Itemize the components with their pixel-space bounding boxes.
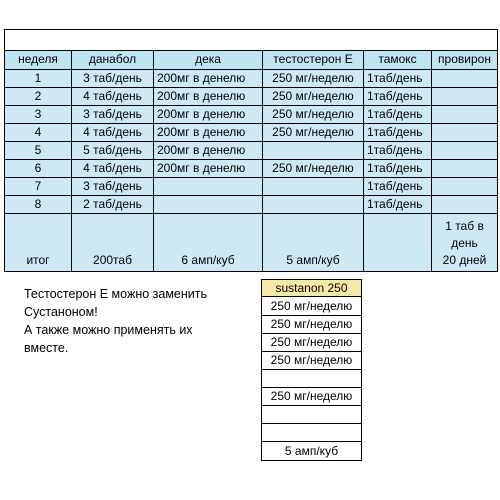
cell-week1-dianabol: 3 таб/день	[72, 70, 153, 87]
total-label: итог	[5, 214, 71, 271]
cell-week3-dianabol: 3 таб/день	[72, 106, 153, 123]
cell-week8-week: 8	[5, 196, 71, 213]
header-week: неделя	[5, 51, 71, 69]
header-tamox: тамокс	[364, 51, 431, 69]
header-testosterone: тестостерон Е	[263, 51, 363, 69]
cell-week6-testosterone: 250 мг/неделю	[263, 160, 363, 177]
grid-line	[153, 50, 154, 271]
total-testosterone: 5 амп/куб	[263, 214, 363, 271]
cell-week2-proviron	[432, 88, 497, 105]
cell-week6-tamox: 1таб/день	[364, 160, 431, 177]
grid-line	[4, 123, 498, 124]
cell-week1-proviron	[432, 70, 497, 87]
grid-line	[4, 177, 498, 178]
cell-week8-proviron	[432, 196, 497, 213]
total-dianabol: 200таб	[72, 214, 153, 271]
sustanon-row: 250 мг/неделю	[262, 388, 361, 406]
cell-week4-testosterone: 250 мг/неделю	[263, 124, 363, 141]
cell-week7-proviron	[432, 178, 497, 195]
grid-line	[4, 105, 498, 106]
cell-week2-testosterone: 250 мг/неделю	[263, 88, 363, 105]
cell-week5-proviron	[432, 142, 497, 159]
sustanon-row: 250 мг/неделю	[262, 334, 361, 352]
header-dianabol: данабол	[72, 51, 153, 69]
grid-line	[262, 50, 263, 271]
grid-line	[4, 195, 498, 196]
note-line-3: А также можно применять их	[24, 323, 193, 337]
sustanon-row: 250 мг/неделю	[262, 352, 361, 370]
note-line-2: Сустаноном!	[24, 305, 98, 319]
grid-line	[363, 50, 364, 271]
cell-week2-tamox: 1таб/день	[364, 88, 431, 105]
sustanon-table	[261, 279, 362, 461]
cell-week7-dianabol: 3 таб/день	[72, 178, 153, 195]
grid-line	[4, 159, 498, 160]
cell-week3-tamox: 1таб/день	[364, 106, 431, 123]
total-proviron	[432, 214, 497, 271]
sustanon-total: 5 амп/куб	[284, 444, 339, 458]
cell-week5-tamox: 1таб/день	[364, 142, 431, 159]
grid-line	[4, 69, 498, 70]
proviron-total-line1: 1 таб в	[445, 219, 484, 233]
note-line-4: вместе.	[24, 341, 69, 355]
cell-week2-week: 2	[5, 88, 71, 105]
note-line-1: Тестостерон Е можно заменить	[24, 287, 207, 301]
cell-week5-testosterone	[263, 142, 363, 159]
cell-week6-proviron	[432, 160, 497, 177]
cell-week8-deca	[154, 196, 262, 213]
sustanon-row: 250 мг/неделю	[262, 298, 361, 316]
total-tamox	[364, 214, 431, 271]
sustanon-row	[262, 406, 361, 424]
header-deca: дека	[154, 51, 262, 69]
cell-week4-deca: 200мг в денелю	[154, 124, 262, 141]
sustanon-row: 250 мг/неделю	[262, 316, 361, 334]
cell-week5-week: 5	[5, 142, 71, 159]
cell-week7-deca	[154, 178, 262, 195]
table-title-band	[5, 30, 497, 51]
sustanon-row	[262, 370, 361, 388]
cell-week1-testosterone: 250 мг/неделю	[263, 70, 363, 87]
sustanon-row	[262, 424, 361, 442]
cell-week3-testosterone: 250 мг/неделю	[263, 106, 363, 123]
grid-line	[4, 213, 498, 214]
cell-week2-deca: 200мг в денелю	[154, 88, 262, 105]
cell-week3-deca: 200мг в денелю	[154, 106, 262, 123]
cell-week3-week: 3	[5, 106, 71, 123]
cell-week3-proviron	[432, 106, 497, 123]
cell-week7-testosterone	[263, 178, 363, 195]
grid-line	[71, 50, 72, 271]
grid-line	[4, 50, 498, 51]
cell-week8-dianabol: 2 таб/день	[72, 196, 153, 213]
grid-line	[4, 87, 498, 88]
cell-week5-dianabol: 5 таб/день	[72, 142, 153, 159]
header-proviron: провирон	[432, 51, 497, 69]
cell-week4-tamox: 1таб/день	[364, 124, 431, 141]
cell-week6-dianabol: 4 таб/день	[72, 160, 153, 177]
cell-week7-week: 7	[5, 178, 71, 195]
cell-week1-tamox: 1таб/день	[364, 70, 431, 87]
cell-week7-tamox: 1таб/день	[364, 178, 431, 195]
cell-week6-deca: 200мг в денелю	[154, 160, 262, 177]
cell-week1-week: 1	[5, 70, 71, 87]
proviron-total-line3: 20 дней	[442, 253, 487, 267]
cell-week4-dianabol: 4 таб/день	[72, 124, 153, 141]
grid-line	[4, 141, 498, 142]
total-deca: 6 амп/куб	[154, 214, 262, 271]
cell-week5-deca: 200мг в денелю	[154, 142, 262, 159]
grid-line	[431, 50, 432, 271]
cell-week2-dianabol: 4 таб/день	[72, 88, 153, 105]
cell-week8-tamox: 1таб/день	[364, 196, 431, 213]
cell-week8-testosterone	[263, 196, 363, 213]
cell-week6-week: 6	[5, 160, 71, 177]
cell-week4-proviron	[432, 124, 497, 141]
proviron-total-line2: день	[451, 236, 478, 250]
sustanon-header: sustanon 250	[262, 280, 361, 297]
cell-week1-deca: 200мг в денелю	[154, 70, 262, 87]
cell-week4-week: 4	[5, 124, 71, 141]
